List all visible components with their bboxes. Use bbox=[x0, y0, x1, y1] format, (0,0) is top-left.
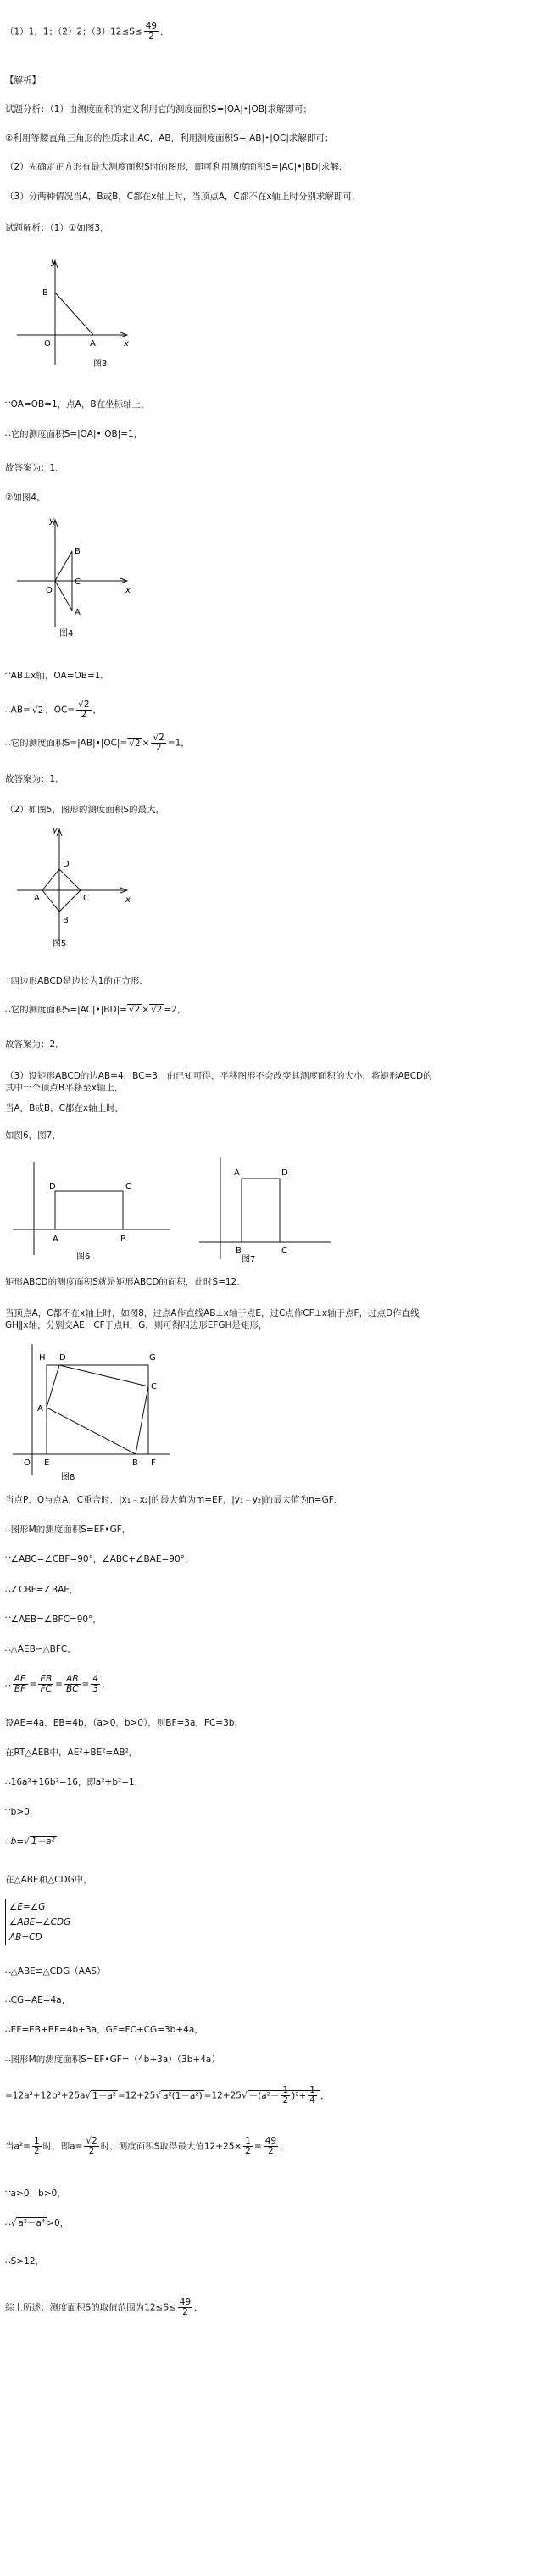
fig8-caption: 图8 bbox=[61, 1473, 75, 1482]
solution-34: ∴EF=EB+BF=4b+3a，GF=FC+CG=3b+4a， bbox=[5, 2025, 203, 2035]
svg-text:B: B bbox=[120, 1235, 126, 1244]
solution-4: 故答案为：1． bbox=[5, 463, 64, 473]
svg-text:C: C bbox=[281, 1246, 287, 1256]
solution-13: 故答案为：2． bbox=[5, 1040, 64, 1050]
solution-7: ∴AB= √2 ，OC= $\frac{√2}{2}$ ， bbox=[5, 700, 103, 720]
answer-fraction bbox=[144, 22, 159, 42]
fig6-caption: 图6 bbox=[76, 1252, 91, 1262]
svg-text:A: A bbox=[234, 1168, 240, 1178]
solution-37: 当a²= $\frac{1}{2}$ 时，即a= $\frac{√2}{2}$ 时，测度面积S取得最大值12+25× $\frac{1}{2}$ = $\frac{49}{2}$ ， bbox=[5, 2136, 289, 2156]
sqrt-2: √2 bbox=[31, 705, 44, 716]
svg-text:B: B bbox=[42, 288, 48, 298]
svg-text:x: x bbox=[124, 339, 129, 348]
solution-16: 如图6，图7， bbox=[5, 1130, 61, 1140]
solution-39: ∴√ a²－a⁴ >0， bbox=[5, 2218, 70, 2228]
solution-19: 当点P，Q与点A，C重合时，|x₁﹣x₂|的最大值为m=EF，|y₁﹣y₂|的最大值为n=GF． bbox=[5, 1495, 343, 1505]
condition-2: ∠ABE=∠CDG bbox=[9, 1917, 71, 1927]
solution-25: ∴ $\frac{AE}{BF}$ = $\frac{EB}{FC}$ = $\frac{AB}{BC}$ = $\frac{4}{3}$ ， bbox=[5, 1674, 111, 1694]
answer-text: （1）1，1；（2）2；（3）12≤S≤ bbox=[5, 26, 142, 37]
figure-8 bbox=[8, 1340, 178, 1484]
solution-24: ∴△AEB∽△BFC， bbox=[5, 1644, 76, 1654]
svg-text:B: B bbox=[132, 1458, 138, 1468]
svg-text:C: C bbox=[75, 577, 81, 587]
svg-text:x: x bbox=[125, 895, 131, 905]
answer-line bbox=[5, 22, 170, 42]
svg-text:D: D bbox=[63, 860, 70, 869]
analysis-4: （3）分两种情况当A，B或B，C都在x轴上时，当顶点A，C都不在x轴上时分别求解即可． bbox=[5, 192, 361, 202]
fraction-numerator: 49 bbox=[145, 21, 158, 31]
fig5-caption: 图5 bbox=[53, 940, 67, 949]
solution-35: ∴图形M的测度面积S=EF•GF=（4b+3a）（3b+4a） bbox=[5, 2055, 220, 2065]
svg-text:y: y bbox=[53, 826, 58, 835]
solution-40: ∴S>12， bbox=[5, 2256, 45, 2267]
analysis-1: 试题分析：（1）由测度面积的定义利用它的测度面积S=|OA|•|OB|求解即可； bbox=[5, 104, 312, 114]
figure-4 bbox=[8, 513, 136, 640]
svg-text:A: A bbox=[53, 1235, 58, 1244]
svg-text:H: H bbox=[39, 1353, 46, 1363]
solution-26: 设AE=4a，EB=4b，（a>0，b>0），则BF=3a，FC=3b， bbox=[5, 1718, 243, 1728]
solution-28: ∴16a²+16b²=16，即a²+b²=1， bbox=[5, 1777, 144, 1787]
solution-3: ∴它的测度面积S=|OA|•|OB|=1， bbox=[5, 429, 143, 439]
fig3-caption: 图3 bbox=[93, 360, 108, 369]
fig4-caption: 图4 bbox=[59, 629, 74, 638]
solution-15: 当A，B或B，C都在x轴上时， bbox=[5, 1103, 125, 1113]
fig7-caption: 图7 bbox=[242, 1255, 256, 1263]
solution-18: 当顶点A，C都不在x轴上时，如图8，过点A作直线AB⊥x轴于点E，过C点作CF⊥x轴于点F，过点D作直线 bbox=[5, 1308, 420, 1319]
svg-text:B: B bbox=[236, 1246, 242, 1256]
svg-text:y: y bbox=[51, 258, 56, 267]
svg-text:E: E bbox=[44, 1458, 50, 1468]
svg-text:A: A bbox=[34, 894, 40, 903]
solution-18b: GH∥x轴，分别交AE，CF于点H，G，则可得四边形EFGH是矩形， bbox=[5, 1320, 268, 1330]
solution-1: 试题解析：（1）①如图3， bbox=[5, 223, 109, 233]
svg-text:C: C bbox=[83, 894, 89, 903]
solution-12: ∴它的测度面积S=|AC|•|BD|= √2 × √2 =2， bbox=[5, 1005, 186, 1015]
solution-36: =12a²+12b²+25a√ 1－a² =12+25√ a²(1－a²) =12+25√ －(a²－ $\frac{1}{2}$ )²+ $\frac{1}{4}$ ， bbox=[5, 2085, 330, 2105]
condition-3: AB=CD bbox=[9, 1932, 42, 1943]
svg-text:D: D bbox=[49, 1182, 56, 1191]
answer-end: ． bbox=[160, 26, 170, 37]
svg-text:A: A bbox=[75, 608, 81, 617]
solution-38: ∵a>0，b>0， bbox=[5, 2188, 66, 2199]
solution-9: 故答案为：1． bbox=[5, 774, 64, 784]
svg-text:D: D bbox=[59, 1353, 66, 1363]
jiexi-heading: 【解析】 bbox=[5, 75, 41, 86]
svg-text:x: x bbox=[125, 586, 131, 595]
svg-text:C: C bbox=[151, 1382, 157, 1391]
analysis-2: ②利用等腰直角三角形的性质求出AC，AB，利用测度面积S=|AB|•|OC|求解即可； bbox=[5, 133, 334, 143]
svg-text:G: G bbox=[149, 1353, 156, 1363]
solution-8: ∴它的测度面积S=|AB|•|OC|= √2 × $\frac{√2}{2}$ =1， bbox=[5, 733, 190, 753]
conclusion: 综上所述：测度面积S的取值范围为12≤S≤ $\frac{49}{2}$ ． bbox=[5, 2297, 203, 2317]
solution-23: ∵∠AEB=∠BFC=90°， bbox=[5, 1614, 102, 1625]
solution-30: ∴b=√ 1－a² bbox=[5, 1837, 55, 1847]
analysis-3: （2）先确定正方形有最大测度面积S时的图形，即可利用测度面积S=|AC|•|BD|求解． bbox=[5, 162, 348, 172]
solution-6: ∵AB⊥x轴，OA=OB=1． bbox=[5, 671, 109, 681]
solution-17: 矩形ABCD的测度面积S就是矩形ABCD的面积，此时S=12． bbox=[5, 1277, 246, 1287]
solution-22: ∴∠CBF=∠BAE， bbox=[5, 1585, 79, 1595]
congruence-system bbox=[5, 1899, 70, 1945]
solution-32: ∴△ABE≌△CDG（AAS） bbox=[5, 1966, 106, 1977]
svg-text:O: O bbox=[24, 1458, 31, 1468]
svg-text:O: O bbox=[44, 339, 51, 348]
svg-text:B: B bbox=[63, 916, 69, 925]
solution-11: ∵四边形ABCD是边长为1的正方形． bbox=[5, 976, 148, 986]
solution-27: 在RT△AEB中，AE²+BE²=AB²， bbox=[5, 1748, 138, 1758]
solution-5: ②如图4， bbox=[5, 493, 46, 503]
solution-2: ∵OA=OB=1，点A，B在坐标轴上， bbox=[5, 399, 150, 410]
solution-21: ∵∠ABC=∠CBF=90°，∠ABC+∠BAE=90°， bbox=[5, 1554, 194, 1564]
solution-33: ∴CG=AE=4a， bbox=[5, 1995, 71, 2005]
solution-14b: 其中一个顶点B平移至x轴上， bbox=[5, 1083, 124, 1093]
svg-text:A: A bbox=[90, 339, 96, 348]
fraction-denominator: 2 bbox=[148, 31, 154, 42]
svg-text:O: O bbox=[46, 586, 53, 595]
solution-20: ∴图形M的测度面积S=EF•GF， bbox=[5, 1525, 131, 1535]
svg-text:D: D bbox=[281, 1168, 288, 1178]
figure-5 bbox=[8, 822, 136, 950]
svg-text:A: A bbox=[37, 1404, 43, 1413]
solution-10: （2）如图5，图形的测度面积S的最大， bbox=[5, 805, 165, 815]
figure-7 bbox=[195, 1153, 339, 1263]
svg-text:F: F bbox=[151, 1458, 156, 1468]
solution-29: ∵b>0， bbox=[5, 1807, 39, 1817]
solution-31: 在△ABE和△CDG中， bbox=[5, 1875, 92, 1885]
solution-14: （3）设矩形ABCD的边AB=4，BC=3，由已知可得，平移图形不会改变其测度面积的大小，将矩形ABCD的 bbox=[5, 1071, 432, 1081]
svg-text:y: y bbox=[49, 516, 54, 526]
figure-6 bbox=[8, 1153, 178, 1263]
condition-1: ∠E=∠G bbox=[9, 1902, 46, 1912]
svg-text:B: B bbox=[75, 547, 81, 556]
svg-text:C: C bbox=[125, 1182, 131, 1191]
figure-3 bbox=[8, 254, 136, 373]
